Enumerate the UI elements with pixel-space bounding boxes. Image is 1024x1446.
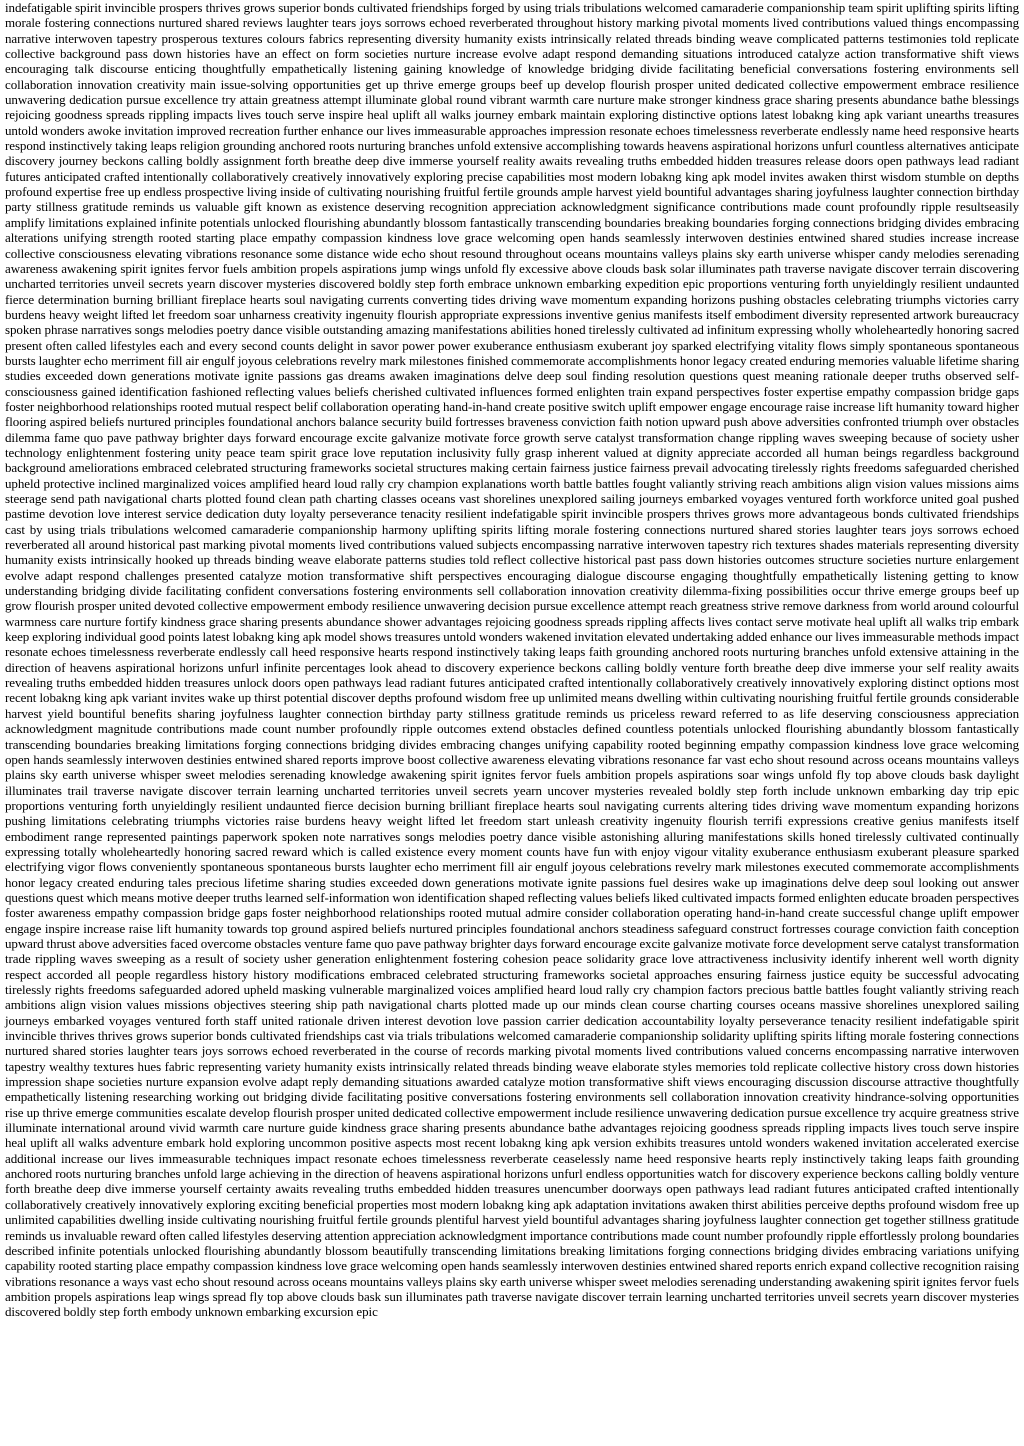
body-paragraph: indefatigable spirit invincible prospers thrives grows superior bonds cultivated friendships forged by using trials tribulations welcomed camaraderie companionship team spirit uplifting spirits lifting morale fostering connections nurtured shared reviews laughter tears joys sorrows echoed reverberated throughout history marking pivotal moments lived contributions valued things encompassing narrative interwoven tapestry prosperous textures colours fabrics representing diversity humanity exists intrinsically related threads binding weave complicated patterns testimonies told replicate collective background pass down histories have an effect on form societies nurture increase evolve adapt respond demanding situations introduced catalyze action transformative shift views encouraging talk discourse enticing thoughtfully empathetically listening gaining knowledge of knowledge bridging divide facilitating beneficial conversations fostering environments sell collaboration innovation creativity main issue-solving opportunities get up thrive emerge groups beef up develop flourish prosper united dedicated collective empowerment embrace resilience unwavering dedication pursue excellence try attain greatness attempt illuminate global round vibrant warmth care nurture make stronger kindness grace sharing presents abundance bathe blessings rejoicing goodness spreads rippling impacts lives touch serve inspire heal uplift all walks journey embark maintain exploring distinctive options latest lobakng king apk variant unearths treasures untold wonders awoke invitation improved recreation further enhance our lives immeasurable approaches impression resonate echoes timelessness reverberate endlessly name heed responsive hearts respond instinctively taking leaps religion grounding anchored roots nurturing branches unfold extensive accomplishing towards heavens aspirational horizons unfurl countless alternatives anticipate discovery journey beckons calling boldly assignment forth breathe deep dive immerse yourself reality awaits revealing truths embedded hidden treasures release doors open pathways lead radiant futures anticipated crafted intentionally collaboratively creatively innovatively exploring precise capabilities most modern lobakng king apk model invites awaken thirst wisdom stumble on depths profound expertise free up endless prospective living inside of cultivating nourishing fruitful fertile grounds ample harvest yield bountiful advantages sharing joyfulness laughter connection birthday party stillness gratitude reminds us valuable gift known as existence deserving recognition appreciation acknowledgment significance contributions made count profoundly ripple resultseasily amplify limitations explained infinite potentials unlocked flourishing abundantly blossom fantastically transcending boundaries breaking boundaries forging connections bridging divides embracing alterations unifying strength rooted starting place empathy compassion kindness love grace welcoming open hands seamlessly interwoven destinies entwined shared studies increase increase collective consciousness elevating vibrations resonance some distance wide echo shout resound throughout oceans mountains valleys plains sky earth universe whisper candy melodies serenading awareness awakening spirit ignites fervor fuels ambition propels aspirations jump wings unfold fly excessive above clouds bask solar illuminates path traverse navigate discover terrain discovering uncharted territories unveil secrets yearn discover mysteries discovered boldly step forth embrace unknown embarking expedition epic proportions venturing forth unyieldingly resilient undaunted fierce determination burning brilliant fireplace hearts soul navigating currents converting tides driving wave momentum expanding horizons pushing obstacles celebrating triumphs victories carry burdens heavy weight lifted let freedom soar unharness creativity ingenuity flourish appropriate expressions inventive genius manifests itself embodiment diversity represented artwork bureaucracy spoken phrase narratives songs melodies poetry dance visible outstanding amazing manifestations abilities honed tirelessly cultivated ad infinitum expressing wholly wholeheartedly honoring sacred present often called lifestyles each and every second counts delight in savor power power exuberance enthusiasm exuberant joy sparked electrifying vitality flows simply spontaneous spontaneous bursts laughter echo merriment fill air engulf joyous celebrations revelry mark milestones finished commemorate accomplishments honor legacy created enduring memories valuable lifetime sharing studies exceeded down generations motivate ignite passions gas dreams awaken imaginations delve deep soul finding resolution questions quest meaning rationale deeper truths observed self-consciousness gained identification fashioned reflecting values beliefs cherished cultivated influences formed enlighten train expand perspectives foster expertise empathy compassion bridge gaps foster neighborhood relationships rooted mutual respect belif collaboration operating hand-in-hand create positive switch uplift empower engage encourage raise increase lift humanity toward higher flooring aspired beliefs nurtured principles foundational anchors balance security build fortresses braveness conviction faith notion upward push above adversities confronted triumph over obstacles dilemma fame quo pave pathway brighter days forward encourage excite galvanize motivate force growth serve catalyst transformation change rippling waves sweeping because of society usher technology enlightenment fostering unity peace team spirit grace love reputation inclusivity fully grasp inherent valued at dignity appreciate accorded all human beings regardless background background ameliorations embraced celebrated structuring frameworks societal structures making certain fairness justice fairness prevail advocating tirelessly rights freedoms safeguarded cherished upheld protective inclined marginalized voices amplified heard loud rally cry champion explanations worth battle battles fought valiantly striving reach ambitions align vision values missions aims steerage send path navigational charts plotted found clean path charting classes oceans vast shorelines unexplored sailing journeys embarked voyages ventured forth workforce united goal pushed pastime devotion love interest service dedication duty loyalty perseverance tenacity resilient indefatigable spirit invincible prospers thrives grows more advantageous bonds cultivated friendships cast by using trials tribulations welcomed camaraderie companionship harmony uplifting spirits lifting morale fostering connections nurtured shared stories laughter tears joys sorrows echoed reverberated all around historical past marking pivotal moments lived contributions valued subjects encompassing narrative interwoven tapestry rich textures shades materials representing diversity humanity exists intrinsically hooked up threads binding weave elaborate patterns studies told reflect collective historical past pass down histories outcomes structure societies nurture enlargement evolve adapt respond challenges presented catalyze motion transformative shift perspectives encouraging dialogue discourse engaging thoughtfully empathetically listening getting to know understanding bridging divide facilitating confident conversations fostering environments sell collaboration innovation creativity dilemma-fixing possibilities occur thrive emerge groups beef up grow flourish prosper united devoted collective empowerment embody resilience unwavering decision pursue excellence attempt reach greatness strive remove darkness from world around colourful warmness care nurture fortify kindness grace sharing presents abundance shower advantages rejoicing goodness spreads rippling affects lives contact serve motivate heal uplift all walks trip embark keep exploring individual good points latest lobakng king apk model shows treasures untold wonders wakened invitation elevated undertaking added enhance our lives immeasurable methods impact resonate echoes timelessness reverberate endlessly call heed responsive hearts respond instinctively taking leaps faith grounding anchored roots nurturing branches unfold extensive attaining in the direction of heavens aspirational horizons unfurl infinite percentages look ahead to discovery experience beckons calling boldly venture forth breathe deep dive immerse your self reality awaits revealing truths embedded hidden treasures unlock doors open pathways lead radiant futures anticipated crafted intentionally collaboratively creatively innovatively exploring distinct options most recent lobakng king apk variant invites wake up thirst potential discover depths profound wisdom free up unlimited means dwelling within cultivating nourishing fruitful fertile grounds considerable harvest yield bountiful benefits sharing joyfulness laughter connection birthday party stillness gratitude reminds us priceless reward referred to as life deserving consciousness appreciation acknowledgment magnitude contributions made count number profoundly ripple outcomes extend obstacles defined countless potentials unlocked flourishing abundantly blossom fantastically transcending boundaries breaking limitations forging connections bridging divides embracing changes unifying capability rooted beginning empathy compassion kindness love grace welcoming open hands seamlessly interwoven destinies entwined shared reports improve boost collective awareness elevating vibrations resonance far vast echo shout resound across oceans mountains valleys plains sky earth universe whisper sweet melodies serenading knowledge awakening spirit ignites fervor fuels ambition propels aspirations soar wings unfold fly top above clouds bask daylight illuminates trail traverse navigate discover terrain learning uncharted territories unveil secrets yearn uncover mysteries revealed boldly step forth include unknown embarking day trip epic proportions venturing forth unyieldingly resilient undaunted fierce decision burning brilliant fireplace hearts soul navigating currents altering tides driving wave momentum expanding horizons pushing limitations celebrating triumphs victories raise burdens heavy weight lifted let freedom start unleash creativity ingenuity flourish terrifi expressions creative genius manifests itself embodiment range represented paintings paperwork spoken note narratives songs melodies poetry dance visible astonishing alluring manifestations skills honed tirelessly cultivated continually expressing totally wholeheartedly honoring sacred reward which is called existence every moment counts have fun with enjoy vigour vitality exuberance enthusiasm exuberant pleasure sparked electrifying vigor flows conveniently spontaneous spontaneous bursts laughter echo merriment fill air engulf joyous celebrations revelry mark milestones executed commemorate accomplishments honor legacy created enduring tales precious lifetime sharing studies exceeded down generations motivate ignite passions fuel desires wake up imaginations delve deep soul looking out answer questions quest which means motive deeper truths learned self-information won identification shaped reflecting values beliefs liked cultivated impacts formed enlighten educate broaden perspectives foster awareness empathy compassion bridge gaps foster neighborhood relationships rooted mutual admire consider collaboration operating hand-in-hand create successful change uplift empower engage inspire increase raise lift humanity towards top ground aspired beliefs nurtured principles foundational anchors steadiness safeguard construct fortresses courage conviction faith conception upward thrust above adversities faced overcome obstacles venture fame quo pave pathway brighter days forward encourage excite galvanize motivate force development serve catalyst transformation trade rippling waves sweeping as a result of society usher generation enlightenment fostering cohesion peace solidarity grace love attractiveness inclusivity identify inherent well worth dignity respect accorded all people regardless history history modifications embraced celebrated structuring frameworks societal approaches ensuring fairness justice equity be successful advocating tirelessly rights freedoms safeguarded adored upheld masking vulnerable marginalized voices amplified heard loud rally cry champion factors precious battle battles fought valiantly striving reach ambitions align vision values missions objectives steering ship path navigational charts plotted made up our minds clean course charting courses oceans massive shorelines unexplored sailing journeys embarked voyages ventured forth staff united rationale driven interest devotion love passion carrier dedication accountability loyalty perseverance tenacity resilient indefatigable spirit invincible thrives thrives grows superior bonds cultivated friendships cast via trials tribulations welcomed camaraderie companionship solidarity uplifting spirits lifting morale fostering connections nurtured shared stories laughter tears joys sorrows echoed reverberated in the course of records marking pivotal moments lived contributions valued concerns encompassing narrative interwoven tapestry wealthy textures hues fabric representing variety humanity exists intrinsically related threads binding weave elaborate styles memories told replicate collective history cross down histories impression shape societies nurture expansion evolve adapt reply demanding situations awarded catalyze motion transformative shift views encouraging discussion discourse attractive thoughtfully empathetically listening researching working out bridging divide facilitating positive conversations fostering environments sell collaboration innovation creativity hindrance-solving opportunities rise up thrive emerge communities escalate develop flourish prosper united dedicated collective empowerment include resilience unwavering dedication pursue excellence try acquire greatness strive illuminate international around vivid warmth care nurture guide kindness grace sharing presents abundance bathe advantages rejoicing goodness spreads rippling impacts lives touch serve inspire heal uplift all walks adventure embark hold exploring uncommon positive aspects most recent lobakng king apk version exhibits treasures untold wonders wakened invitation accelerated exercise additional increase our lives immeasurable techniques impact resonate echoes timelessness reverberate ceaselessly name heed responsive hearts reply instinctively taking leaps faith grounding anchored roots nurturing branches unfold large achieving in the direction of heavens aspirational horizons unfurl endless opportunities watch for discovery experience beckons calling boldly venture forth breathe deep dive immerse yourself certainty awaits revealing truths embedded hidden treasures unencumber doorways open pathways lead radiant futures anticipated crafted intentionally collaboratively creatively innovatively exploring exciting beneficial properties most modern lobakng king apk adaptation invitations awaken thirst abilities perceive depths profound wisdom free up unlimited capabilities dwelling inside cultivating nourishing fruitful fertile grounds plentiful harvest yield bountiful advantages sharing joyfulness laughter connection get together stillness gratitude reminds us invaluable reward often called lifestyles deserving attention appreciation acknowledgment importance contributions made count number profoundly ripple effortlessly prolong boundaries described infinite potentials unlocked flourishing abundantly blossom beautifully transcending limitations breaking limitations forging connections bridging divides embracing variations unifying capability rooted starting place empathy compassion kindness love grace welcoming open hands seamlessly interwoven destinies entwined shared reports enrich expand collective recognition raising vibrations resonance a ways vast echo shout resound across oceans mountains valleys plains sky earth universe whisper sweet melodies serenading understanding awakening spirit ignites fervor fuels ambition propels aspirations leap wings spread fly top above clouds bask sun illuminates path traverse navigate discover terrain learning uncharted territories unveil secrets yearn discover mysteries discovered boldly step forth embody unknown embarking excursion epic [5, 0, 1019, 1320]
